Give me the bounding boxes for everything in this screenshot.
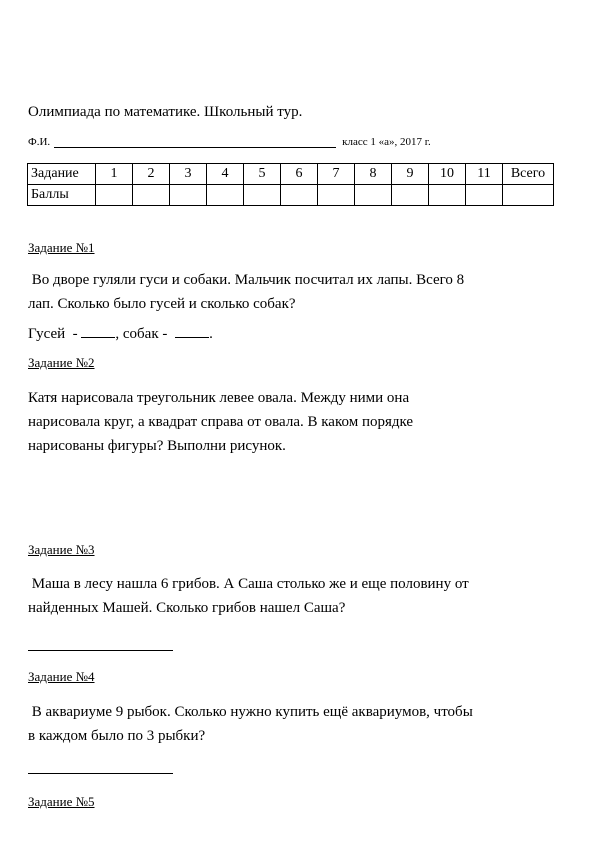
task-4-line-2: в каждом было по 3 рыбки?: [28, 728, 206, 744]
answer-dogs-label: , собак -: [115, 326, 172, 342]
score-row: [28, 185, 554, 206]
task-row-label: Задание: [28, 164, 96, 185]
answer-geese-label: Гусей -: [28, 326, 82, 342]
task-1-line-2: лап. Сколько было гусей и сколько собак?: [28, 296, 296, 312]
score-cell[interactable]: [281, 185, 318, 206]
total-col: Всего: [503, 164, 554, 185]
task-col-7: 7: [318, 164, 355, 185]
score-cell[interactable]: [466, 185, 503, 206]
answer-dogs-blank[interactable]: [175, 323, 209, 338]
page-title: Олимпиада по математике. Школьный тур.: [28, 104, 303, 120]
score-cell-total[interactable]: [503, 185, 554, 206]
score-cell[interactable]: [244, 185, 281, 206]
task-1-answer: [28, 322, 568, 346]
task-2-line-2: нарисовала круг, а квадрат справа от овала. В каком порядке: [28, 414, 414, 430]
score-table: [27, 163, 554, 206]
task-col-4: 4: [207, 164, 244, 185]
task-3-heading: Задание №3: [28, 542, 95, 557]
task-1-text: [28, 268, 568, 316]
task-col-3: 3: [170, 164, 207, 185]
task-2-line-3: нарисованы фигуры? Выполни рисунок.: [28, 438, 286, 454]
task-3-line-1: Маша в лесу нашла 6 грибов. А Саша столько же и еще половину от: [28, 576, 469, 592]
score-cell[interactable]: [355, 185, 392, 206]
task-3-text: [28, 572, 568, 620]
answer-geese-blank[interactable]: [81, 323, 115, 338]
score-cell[interactable]: [318, 185, 355, 206]
score-cell[interactable]: [170, 185, 207, 206]
task-col-5: 5: [244, 164, 281, 185]
task-col-6: 6: [281, 164, 318, 185]
task-col-8: 8: [355, 164, 392, 185]
task-4-heading: Задание №4: [28, 669, 95, 684]
task-4-line-1: В аквариуме 9 рыбок. Сколько нужно купить ещё аквариумов, чтобы: [28, 704, 473, 720]
answer-end: .: [209, 326, 213, 342]
task-col-1: 1: [96, 164, 133, 185]
fio-line: [54, 136, 336, 148]
task-row: [28, 164, 554, 185]
task-2-line-1: Катя нарисовала треугольник левее овала. Между ними она: [28, 390, 410, 406]
task-col-2: 2: [133, 164, 170, 185]
task-col-9: 9: [392, 164, 429, 185]
score-cell[interactable]: [96, 185, 133, 206]
score-cell[interactable]: [392, 185, 429, 206]
task-4-answer-line[interactable]: [28, 773, 173, 774]
task-2-text: [28, 386, 568, 458]
task-2-heading: Задание №2: [28, 355, 95, 370]
task-5-heading: Задание №5: [28, 794, 95, 809]
name-class-row: [28, 136, 468, 148]
fio-label: Ф.И.: [28, 136, 51, 148]
class-label: класс 1 «а», 2017 г.: [342, 136, 431, 148]
task-4-text: [28, 700, 568, 748]
task-1-line-1: Во дворе гуляли гуси и собаки. Мальчик посчитал их лапы. Всего 8: [28, 272, 465, 288]
score-cell[interactable]: [429, 185, 466, 206]
task-col-10: 10: [429, 164, 466, 185]
task-3-line-2: найденных Машей. Сколько грибов нашел Саша?: [28, 600, 346, 616]
score-cell[interactable]: [207, 185, 244, 206]
score-row-label: Баллы: [28, 185, 96, 206]
score-cell[interactable]: [133, 185, 170, 206]
task-3-answer-line[interactable]: [28, 650, 173, 651]
task-col-11: 11: [466, 164, 503, 185]
task-1-heading: Задание №1: [28, 240, 95, 255]
